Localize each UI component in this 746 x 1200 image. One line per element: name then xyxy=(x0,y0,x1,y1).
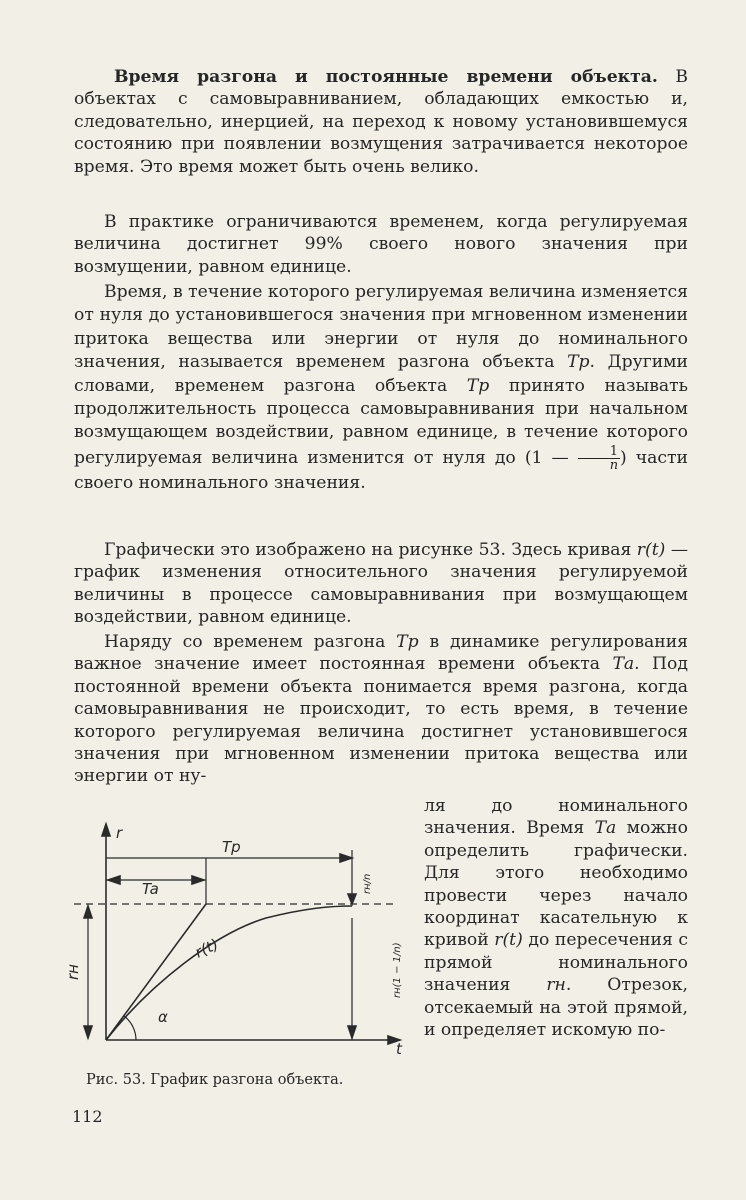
label-tp: Tp xyxy=(222,838,241,856)
r-axis-arrow xyxy=(102,824,110,836)
label-alpha: α xyxy=(158,1008,168,1026)
paragraph-3-part-c: принято называть продолжительность процесса самовыравнивания при начальном возмущающем воздействии, равном единице, в течение которого регулируемая величина изменится от нуля до xyxy=(74,375,688,468)
ta-arrow-left xyxy=(108,876,120,884)
paragraph-5-part-c: . Под постоянной времени объекта понимается время разгона, когда самовыравнивания не происходит, то есть время, в течение которого регулируемая величина достигнет установившегося значения при мгновенном изменении притока вещества или энергии от ну- xyxy=(74,654,688,787)
paragraph-5-part-b: в динамике регулирования важное значение имеет постоянная времени объекта xyxy=(74,632,689,675)
tangent-line xyxy=(106,904,206,1040)
symbol-ta: Tа xyxy=(612,654,635,675)
label-rn: rн xyxy=(64,964,82,980)
label-ta: Ta xyxy=(142,880,159,898)
ta-arrow-right xyxy=(192,876,204,884)
paragraph-3-part-b: . Другими словами, временем разгона объекта xyxy=(74,352,688,396)
wrapped-column xyxy=(424,795,688,1041)
symbol-rt: r(t) xyxy=(636,540,666,560)
label-rn-one-minus: rн(1 − 1/n) xyxy=(392,942,403,998)
column-part-c: до пересечения с прямой номинального значения xyxy=(424,930,688,996)
rn-arrow-down xyxy=(84,1026,92,1038)
expr-close: ) xyxy=(620,447,627,468)
label-rn-over-n: rн/n xyxy=(362,873,373,894)
paragraph-3 xyxy=(74,281,688,495)
symbol-tp: Tр xyxy=(567,352,590,373)
paragraph-3-part-d: части своего номинального значения. xyxy=(74,447,688,493)
paragraph-2: В практике ограничиваются временем, когда регулируемая величина достигнет 99% своего нового значения при возмущении, равном единице. xyxy=(74,212,688,277)
paragraph-4-part-a: Графически это изображено на рисунке 53. Здесь кривая xyxy=(104,540,632,560)
symbol-ta: Tа xyxy=(594,818,617,839)
page-number: 112 xyxy=(72,1107,103,1126)
column-part-b: можно определить графически. Для этого необходимо провести через начало координат касательную к кривой xyxy=(424,818,688,951)
label-axis-r: r xyxy=(116,824,123,842)
paragraph-5-part-a: Наряду со временем разгона xyxy=(104,632,386,652)
column-part-d: . Отрезок, отсекаемый на этой прямой, и определяет искомую по- xyxy=(424,975,688,1041)
rn-arrow-up xyxy=(84,906,92,918)
symbol-tp: Tр xyxy=(396,632,419,652)
section-heading: Время разгона и постоянные времени объекта. xyxy=(114,67,658,87)
fraction xyxy=(578,445,620,472)
fraction-denominator: n xyxy=(609,457,619,473)
label-axis-t: t xyxy=(396,1040,402,1058)
paragraph-4-part-b: — график изменения относительного значения регулируемой величины в процессе самовыравнивания при возмущающем воздействии, равном единице. xyxy=(74,540,688,628)
symbol-rn: rн xyxy=(546,975,566,996)
paragraph-3-part-a: Время, в течение которого регулируемая величина изменяется от нуля до установившегося значения при мгновенном изменении притока вещества или энергии от нуля до номинального значения, называется временем разгона объекта xyxy=(74,282,688,373)
paragraph-4 xyxy=(74,539,688,629)
figure-caption: Рис. 53. График разгона объекта. xyxy=(86,1072,344,1088)
label-curve: r(t) xyxy=(192,935,222,962)
symbol-tp: Tр xyxy=(466,375,490,396)
expr-open: (1 — xyxy=(524,447,569,468)
symbol-rt: r(t) xyxy=(494,930,523,951)
big-gap-arrow xyxy=(348,1026,356,1038)
paragraph-5 xyxy=(74,631,688,788)
fraction-expression xyxy=(524,443,636,473)
column-part-a: ля до номинального значения. Время xyxy=(424,796,688,839)
paragraph-1-text: В объектах с самовыравниванием, обладающих емкостью и, следовательно, инерцией, на переход к новому установившемуся состоянию при появлении возмущения затрачивается некоторое время. Это время может быть очень велико. xyxy=(74,67,688,177)
figure-53 xyxy=(66,818,416,1068)
tp-arrow-right xyxy=(340,854,352,862)
paragraph-1 xyxy=(74,66,688,178)
fraction-numerator: 1 xyxy=(578,445,620,459)
curve-r-t xyxy=(106,906,352,1040)
angle-arc xyxy=(124,1016,136,1040)
small-gap-arrow xyxy=(348,894,356,904)
